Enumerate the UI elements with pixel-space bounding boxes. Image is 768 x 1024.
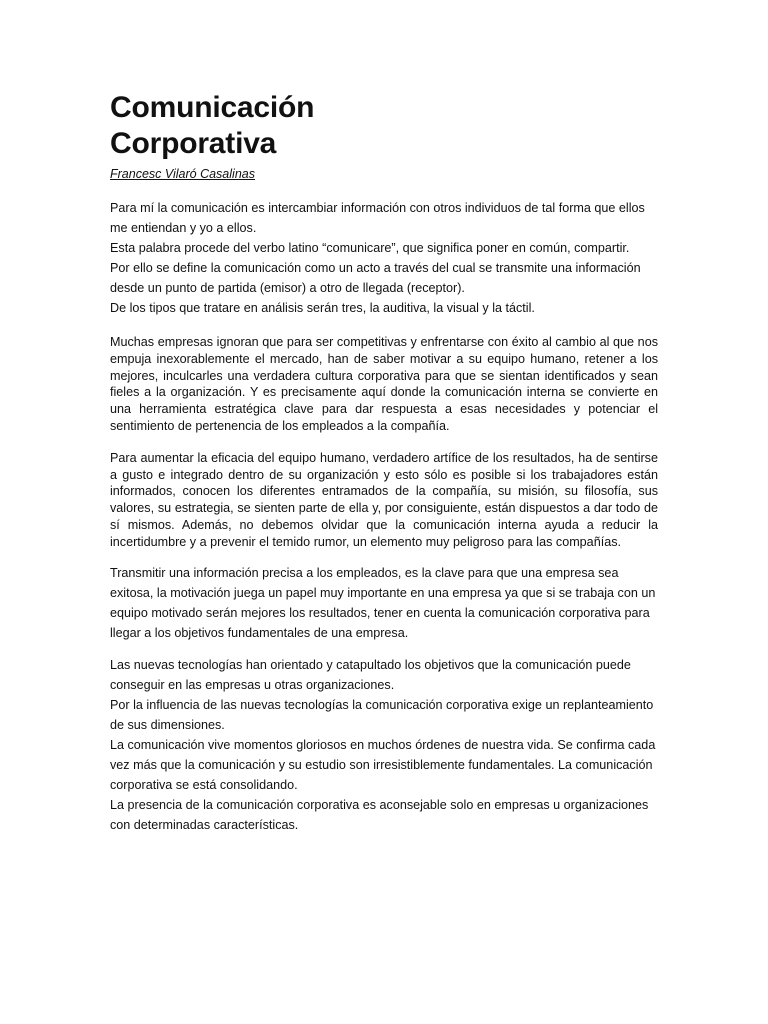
title-line-2: Corporativa <box>110 127 277 160</box>
intro-block <box>110 198 658 318</box>
paragraph-motivation <box>110 563 658 643</box>
intro-line: Por ello se define la comunicación como un acto a través del cual se transmite una información desde un punto de partida (emisor) a otro de llegada (receptor). <box>110 261 641 295</box>
document-title <box>110 90 658 162</box>
paragraph-text: Transmitir una información precisa a los empleados, es la clave para que una empresa sea exitosa, la motivación juega un papel muy importante en una empresa ya que si se trabaja con un equipo motivado serán mejores los resultados, tener en cuenta la comunicación corporativa para llegar a los objetivos fundamentales de una empresa. <box>110 565 656 640</box>
title-line-1: Comunicación <box>110 91 315 124</box>
paragraph-human-team <box>110 450 658 551</box>
paragraph-text: Muchas empresas ignoran que para ser competitivas y enfrentarse con éxito al cambio al que nos empuja inexorablemente el mercado, han de saber motivar a su equipo humano, retener a los mejores, inculcarles una verdadera cultura corporativa para que se sientan identificados y sean fieles a la organización. Y es precisamente aquí donde la comunicación interna se convierte en una herramienta estratégica clave para dar respuesta a esas necesidades y potenciar el sentimiento de pertenencia de los empleados a la compañía. <box>110 335 658 433</box>
technology-block <box>110 655 658 835</box>
technology-line: Por la influencia de las nuevas tecnologías la comunicación corporativa exige un replanteamiento de sus dimensiones. <box>110 697 654 732</box>
paragraph-text: Para aumentar la eficacia del equipo humano, verdadero artífice de los resultados, ha de sentirse a gusto e integrado dentro de su organización y esto sólo es posible si los trabajadores están informados, conocen los diferentes entramados de la compañía, su misión, su filosofía, sus valores, su estrategia, se sienten parte de ella y, por consiguiente, están dispuestos a dar todo de sí mismos. Además, no debemos olvidar que la comunicación interna ayuda a reducir la incertidumbre y a prevenir el temido rumor, un elemento muy peligroso para las compañías. <box>110 450 658 549</box>
paragraph-internal-communication <box>110 334 658 435</box>
technology-line: La comunicación vive momentos gloriosos en muchos órdenes de nuestra vida. Se confirma cada vez más que la comunicación y su estudio son irresistiblemente fundamentales. La comunicación corporativa se está consolidando. <box>110 737 656 792</box>
author-name: Francesc Vilaró Casalinas <box>110 167 255 181</box>
technology-line: Las nuevas tecnologías han orientado y catapultado los objetivos que la comunicación puede conseguir en las empresas u otras organizaciones. <box>110 657 631 692</box>
document-page <box>110 90 658 835</box>
intro-line: De los tipos que tratare en análisis serán tres, la auditiva, la visual y la táctil. <box>110 301 535 315</box>
intro-line: Esta palabra procede del verbo latino “comunicare”, que significa poner en común, compartir. <box>110 241 630 255</box>
technology-line: La presencia de la comunicación corporativa es aconsejable solo en empresas u organizaciones con determinadas características. <box>110 797 649 832</box>
intro-line: Para mí la comunicación es intercambiar información con otros individuos de tal forma que ellos me entiendan y yo a ellos. <box>110 201 645 235</box>
